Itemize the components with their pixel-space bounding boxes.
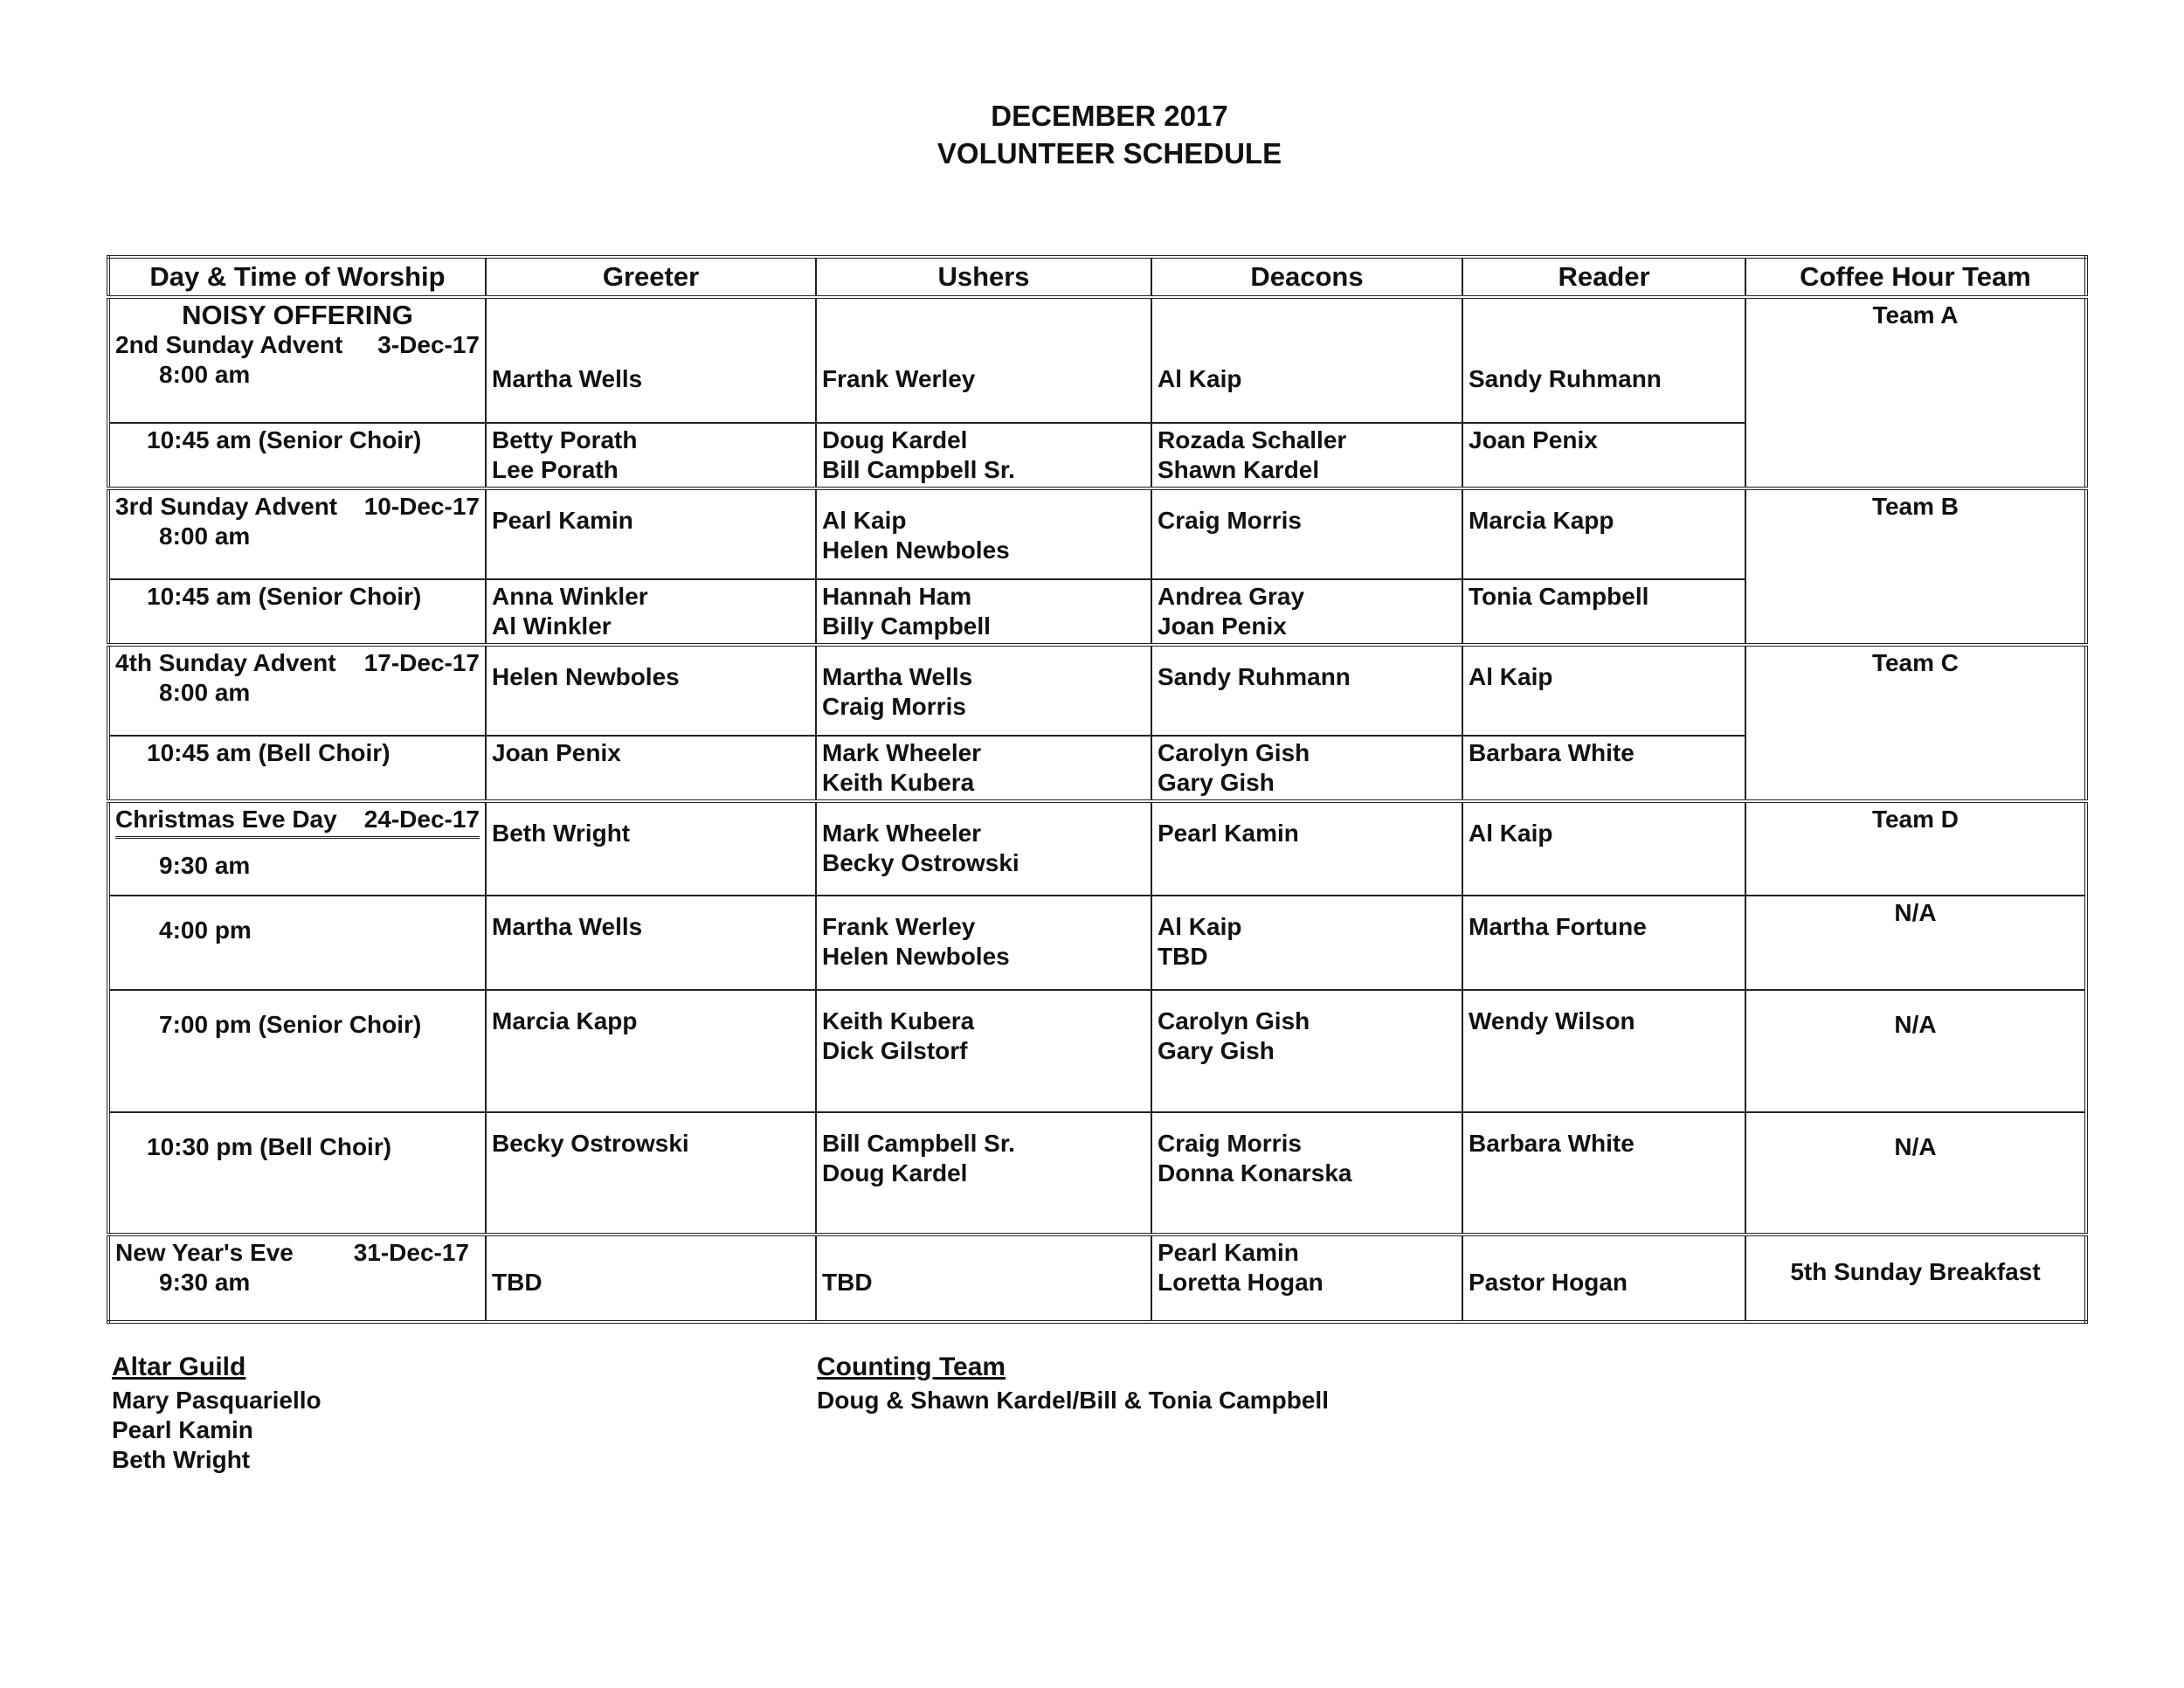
day-name: New Year's Eve bbox=[115, 1239, 294, 1266]
altar-guild-member: Pearl Kamin bbox=[112, 1416, 253, 1443]
deacons-cell bbox=[1151, 990, 1462, 1112]
day-time-cell bbox=[108, 990, 486, 1112]
header-greeter: Greeter bbox=[486, 257, 816, 297]
reader-name: Marcia Kapp bbox=[1469, 507, 1614, 534]
ushers-cell bbox=[816, 488, 1151, 579]
altar-guild-member: Mary Pasquariello bbox=[112, 1387, 321, 1414]
coffee-team-name: N/A bbox=[1894, 1133, 1937, 1160]
deacon-name: Carolyn Gish bbox=[1158, 1007, 1310, 1034]
table-row bbox=[108, 1235, 2086, 1322]
reader-name: Joan Penix bbox=[1469, 426, 1598, 453]
usher-name: Hannah Ham bbox=[822, 583, 972, 610]
table-row bbox=[108, 297, 2086, 423]
coffee-team-name: N/A bbox=[1894, 1011, 1937, 1038]
deacon-name: Al Kaip bbox=[1158, 913, 1242, 940]
usher-name: Helen Newboles bbox=[822, 536, 1010, 564]
day-date: 3-Dec-17 bbox=[377, 331, 480, 358]
day-time-cell bbox=[108, 488, 486, 579]
day-date: 10-Dec-17 bbox=[363, 493, 480, 520]
coffee-team-name: 5th Sunday Breakfast bbox=[1790, 1258, 2041, 1285]
usher-name: Craig Morris bbox=[822, 693, 966, 720]
ushers-cell bbox=[816, 1235, 1151, 1322]
coffee-team-cell bbox=[1745, 990, 2086, 1112]
header-reader: Reader bbox=[1462, 257, 1745, 297]
greeter-name: Al Winkler bbox=[492, 612, 612, 640]
usher-name: Mark Wheeler bbox=[822, 739, 982, 766]
usher-name: Doug Kardel bbox=[822, 426, 968, 453]
deacon-name: Joan Penix bbox=[1158, 612, 1287, 640]
greeter-name: Becky Ostrowski bbox=[492, 1130, 689, 1157]
greeter-name: Martha Wells bbox=[492, 364, 643, 392]
reader-cell bbox=[1462, 579, 1745, 645]
deacons-cell bbox=[1151, 645, 1462, 736]
day-date: 17-Dec-17 bbox=[363, 649, 480, 676]
usher-name: Al Kaip bbox=[822, 507, 907, 534]
reader-name: Pastor Hogan bbox=[1469, 1269, 1628, 1296]
altar-guild-member: Beth Wright bbox=[112, 1446, 251, 1473]
usher-name: Dick Gilstorf bbox=[822, 1037, 968, 1064]
greeter-cell bbox=[486, 801, 816, 896]
day-time-cell bbox=[108, 645, 486, 736]
reader-cell bbox=[1462, 488, 1745, 579]
deacon-name: Shawn Kardel bbox=[1158, 456, 1320, 483]
greeter-cell bbox=[486, 1235, 816, 1322]
page-title-schedule: VOLUNTEER SCHEDULE bbox=[936, 137, 1282, 169]
service-time: 4:00 pm bbox=[159, 917, 252, 944]
day-time-cell bbox=[108, 801, 486, 896]
greeter-name: Marcia Kapp bbox=[492, 1007, 638, 1034]
coffee-team-name: Team A bbox=[1872, 301, 1959, 329]
usher-name: Martha Wells bbox=[822, 663, 973, 690]
coffee-team-cell bbox=[1745, 1112, 2086, 1235]
usher-name: TBD bbox=[822, 1269, 873, 1296]
coffee-team-name: N/A bbox=[1894, 899, 1937, 926]
greeter-cell bbox=[486, 579, 816, 645]
ushers-cell bbox=[816, 801, 1151, 896]
deacon-name: Rozada Schaller bbox=[1158, 426, 1347, 453]
reader-name: Sandy Ruhmann bbox=[1469, 364, 1662, 392]
reader-cell bbox=[1462, 297, 1745, 423]
usher-name: Bill Campbell Sr. bbox=[822, 456, 1015, 483]
coffee-team-cell bbox=[1745, 1235, 2086, 1322]
deacons-cell bbox=[1151, 1112, 1462, 1235]
day-name: 3rd Sunday Advent bbox=[115, 493, 338, 520]
deacon-name: Craig Morris bbox=[1158, 1130, 1302, 1157]
usher-name: Frank Werley bbox=[822, 913, 976, 940]
day-name: Christmas Eve Day bbox=[115, 806, 337, 833]
greeter-name: Betty Porath bbox=[492, 426, 638, 453]
table-row bbox=[108, 801, 2086, 896]
service-time: 8:00 am bbox=[159, 361, 251, 388]
service-time: 10:30 pm (Bell Choir) bbox=[147, 1133, 392, 1160]
reader-name: Barbara White bbox=[1469, 739, 1635, 766]
usher-name: Becky Ostrowski bbox=[822, 849, 1019, 876]
coffee-team-cell bbox=[1745, 297, 2086, 488]
deacons-cell bbox=[1151, 579, 1462, 645]
day-name: 4th Sunday Advent bbox=[115, 649, 336, 676]
coffee-team-name: Team D bbox=[1871, 806, 1959, 833]
deacons-cell bbox=[1151, 896, 1462, 990]
volunteer-schedule-table bbox=[107, 255, 2088, 1324]
usher-name: Doug Kardel bbox=[822, 1159, 968, 1186]
header-coffee-hour-team: Coffee Hour Team bbox=[1745, 257, 2086, 297]
usher-name: Keith Kubera bbox=[822, 1007, 975, 1034]
deacon-name: Pearl Kamin bbox=[1158, 820, 1299, 847]
reader-cell bbox=[1462, 896, 1745, 990]
service-time: 7:00 pm (Senior Choir) bbox=[159, 1011, 422, 1038]
coffee-team-cell bbox=[1745, 645, 2086, 801]
deacon-name: TBD bbox=[1158, 943, 1208, 970]
deacon-name: Gary Gish bbox=[1158, 769, 1275, 796]
reader-name: Barbara White bbox=[1469, 1130, 1635, 1157]
day-time-cell bbox=[108, 423, 486, 488]
deacon-name: Andrea Gray bbox=[1158, 583, 1305, 610]
day-time-cell bbox=[108, 579, 486, 645]
reader-name: Martha Fortune bbox=[1469, 913, 1647, 940]
usher-name: Frank Werley bbox=[822, 364, 976, 392]
reader-cell bbox=[1462, 801, 1745, 896]
greeter-name: Helen Newboles bbox=[492, 663, 680, 690]
service-time: 8:00 am bbox=[159, 679, 251, 706]
table-row bbox=[108, 645, 2086, 736]
service-time: 10:45 am (Bell Choir) bbox=[147, 739, 390, 766]
coffee-team-cell bbox=[1745, 488, 2086, 645]
reader-cell bbox=[1462, 736, 1745, 801]
coffee-team-cell bbox=[1745, 801, 2086, 896]
day-time-cell bbox=[108, 896, 486, 990]
deacon-name: Al Kaip bbox=[1158, 364, 1242, 392]
deacon-name: Gary Gish bbox=[1158, 1037, 1275, 1064]
service-time: 10:45 am (Senior Choir) bbox=[147, 583, 422, 610]
greeter-name: TBD bbox=[492, 1269, 543, 1296]
greeter-name: Lee Porath bbox=[492, 456, 619, 483]
day-time-cell bbox=[108, 297, 486, 423]
deacon-name: Carolyn Gish bbox=[1158, 739, 1310, 766]
reader-name: Tonia Campbell bbox=[1469, 583, 1649, 610]
table-row bbox=[108, 896, 2086, 990]
day-time-cell bbox=[108, 1235, 486, 1322]
greeter-cell bbox=[486, 488, 816, 579]
deacon-name: Donna Konarska bbox=[1158, 1159, 1352, 1186]
header-day-time: Day & Time of Worship bbox=[108, 257, 486, 297]
reader-name: Al Kaip bbox=[1469, 820, 1553, 847]
greeter-name: Anna Winkler bbox=[492, 583, 648, 610]
greeter-cell bbox=[486, 645, 816, 736]
reader-cell bbox=[1462, 423, 1745, 488]
reader-cell bbox=[1462, 1112, 1745, 1235]
greeter-cell bbox=[486, 896, 816, 990]
deacons-cell bbox=[1151, 297, 1462, 423]
greeter-cell bbox=[486, 1112, 816, 1235]
day-time-cell bbox=[108, 736, 486, 801]
noisy-offering-label: NOISY OFFERING bbox=[182, 300, 413, 330]
greeter-cell bbox=[486, 736, 816, 801]
table-row bbox=[108, 990, 2086, 1112]
ushers-cell bbox=[816, 736, 1151, 801]
greeter-name: Joan Penix bbox=[492, 739, 621, 766]
deacons-cell bbox=[1151, 736, 1462, 801]
greeter-cell bbox=[486, 990, 816, 1112]
day-date: 31-Dec-17 bbox=[353, 1239, 469, 1266]
header-ushers: Ushers bbox=[816, 257, 1151, 297]
service-time: 9:30 am bbox=[159, 1269, 251, 1296]
ushers-cell bbox=[816, 645, 1151, 736]
greeter-name: Pearl Kamin bbox=[492, 507, 633, 534]
coffee-team-name: Team C bbox=[1871, 649, 1959, 676]
reader-name: Wendy Wilson bbox=[1469, 1007, 1635, 1034]
counting-team-members: Doug & Shawn Kardel/Bill & Tonia Campbell bbox=[817, 1387, 1329, 1414]
usher-name: Helen Newboles bbox=[822, 943, 1010, 970]
service-time: 9:30 am bbox=[159, 852, 251, 879]
reader-cell bbox=[1462, 645, 1745, 736]
header-row bbox=[108, 257, 2086, 297]
deacons-cell bbox=[1151, 1235, 1462, 1322]
ushers-cell bbox=[816, 297, 1151, 423]
day-name: 2nd Sunday Advent bbox=[115, 331, 343, 358]
deacon-name: Craig Morris bbox=[1158, 507, 1302, 534]
service-time: 8:00 am bbox=[159, 522, 251, 550]
deacon-name: Sandy Ruhmann bbox=[1158, 663, 1351, 690]
day-time-cell bbox=[108, 1112, 486, 1235]
coffee-team-name: Team B bbox=[1871, 493, 1959, 520]
usher-name: Keith Kubera bbox=[822, 769, 975, 796]
table-row bbox=[108, 488, 2086, 579]
greeter-name: Martha Wells bbox=[492, 913, 643, 940]
reader-cell bbox=[1462, 1235, 1745, 1322]
greeter-cell bbox=[486, 423, 816, 488]
deacon-name: Pearl Kamin bbox=[1158, 1239, 1299, 1266]
ushers-cell bbox=[816, 990, 1151, 1112]
ushers-cell bbox=[816, 579, 1151, 645]
reader-name: Al Kaip bbox=[1469, 663, 1553, 690]
page-title-month: DECEMBER 2017 bbox=[991, 100, 1228, 132]
usher-name: Billy Campbell bbox=[822, 612, 991, 640]
reader-cell bbox=[1462, 990, 1745, 1112]
ushers-cell bbox=[816, 896, 1151, 990]
deacons-cell bbox=[1151, 801, 1462, 896]
usher-name: Bill Campbell Sr. bbox=[822, 1130, 1015, 1157]
service-time: 10:45 am (Senior Choir) bbox=[147, 426, 422, 453]
ushers-cell bbox=[816, 423, 1151, 488]
coffee-team-cell bbox=[1745, 896, 2086, 990]
counting-team-heading: Counting Team bbox=[817, 1352, 1006, 1381]
greeter-name: Beth Wright bbox=[492, 820, 631, 847]
deacons-cell bbox=[1151, 423, 1462, 488]
usher-name: Mark Wheeler bbox=[822, 820, 982, 847]
greeter-cell bbox=[486, 297, 816, 423]
header-deacons: Deacons bbox=[1151, 257, 1462, 297]
deacons-cell bbox=[1151, 488, 1462, 579]
altar-guild-list bbox=[112, 1386, 321, 1475]
ushers-cell bbox=[816, 1112, 1151, 1235]
altar-guild-heading: Altar Guild bbox=[112, 1352, 246, 1381]
day-date: 24-Dec-17 bbox=[363, 806, 480, 833]
deacon-name: Loretta Hogan bbox=[1158, 1269, 1324, 1296]
table-row bbox=[108, 1112, 2086, 1235]
